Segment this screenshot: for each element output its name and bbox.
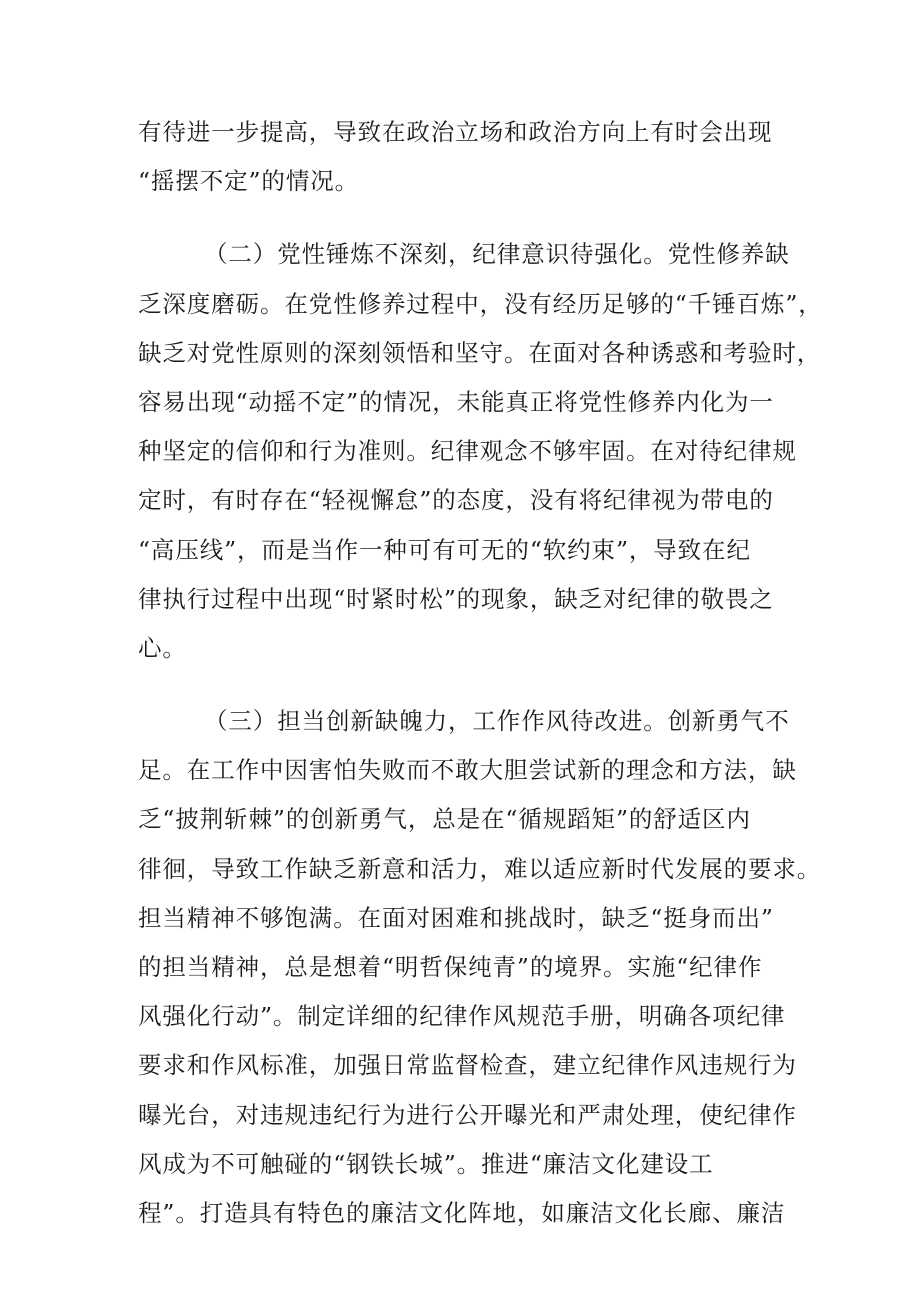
paragraph-section-3 [138, 697, 822, 1238]
text-line: 有待进一步提高，导致在政治立场和政治方向上有时会出现 [138, 118, 773, 146]
text-line: “摇摆不定”的情况。 [138, 167, 360, 196]
section-heading-line: （二）党性锤炼不深刻，纪律意识待强化。党性修养缺 [204, 240, 790, 269]
paragraph-spacer [138, 206, 798, 230]
text-line: 心。 [138, 633, 187, 662]
text-line: 缺乏对党性原则的深刻领悟和坚守。在面对各种诱惑和考验时， [138, 338, 822, 367]
text-line: 容易出现“动摇不定”的情况，未能真正将党性修养内化为一 [138, 387, 774, 416]
paragraph-spacer [138, 673, 798, 697]
text-line: 定时，有时存在“轻视懈怠”的态度，没有将纪律视为带电的 [138, 486, 774, 515]
text-line: 的担当精神，总是想着“明哲保纯青”的境界。实施“纪律作 [138, 953, 763, 981]
text-line: “高压线”，而是当作一种可有可无的“软约束”，导致在纪 [138, 535, 751, 564]
section-heading-line: （三）担当创新缺魄力，工作作风待改进。创新勇气不 [204, 707, 790, 736]
text-line: 乏“披荆斩棘”的创新勇气，总是在“循规蹈矩”的舒适区内 [138, 805, 751, 834]
document-body [138, 108, 823, 1238]
paragraph-section-2 [138, 230, 823, 673]
text-line: 足。在工作中因害怕失败而不敢大胆尝试新的理念和方法，缺 [138, 756, 797, 785]
text-line: 乏深度磨砺。在党性修养过程中，没有经历足够的“千锤百炼”， [138, 289, 823, 318]
text-line: 徘徊，导致工作缺乏新意和活力，难以适应新时代发展的要求。 [138, 854, 822, 883]
text-line: 风强化行动”。制定详细的纪律作风规范手册，明确各项纪律 [138, 1002, 786, 1031]
text-line: 担当精神不够饱满。在面对困难和挑战时，缺乏“挺身而出” [138, 903, 774, 932]
text-line: 风成为不可触碰的“钢铁长城”。推进“廉洁文化建设工 [138, 1149, 714, 1178]
text-line: 程”。打造具有特色的廉洁文化阵地，如廉洁文化长廊、廉洁 [138, 1198, 786, 1227]
text-line: 律执行过程中出现“时紧时松”的现象，缺乏对纪律的敬畏之 [138, 584, 774, 613]
text-line: 曝光台，对违规违纪行为进行公开曝光和严肃处理，使纪律作 [138, 1100, 797, 1129]
paragraph-continuation [138, 108, 798, 206]
text-line: 种坚定的信仰和行为准则。纪律观念不够牢固。在对待纪律规 [138, 437, 797, 466]
text-line: 要求和作风标准，加强日常监督检查，建立纪律作风违规行为 [138, 1051, 797, 1080]
